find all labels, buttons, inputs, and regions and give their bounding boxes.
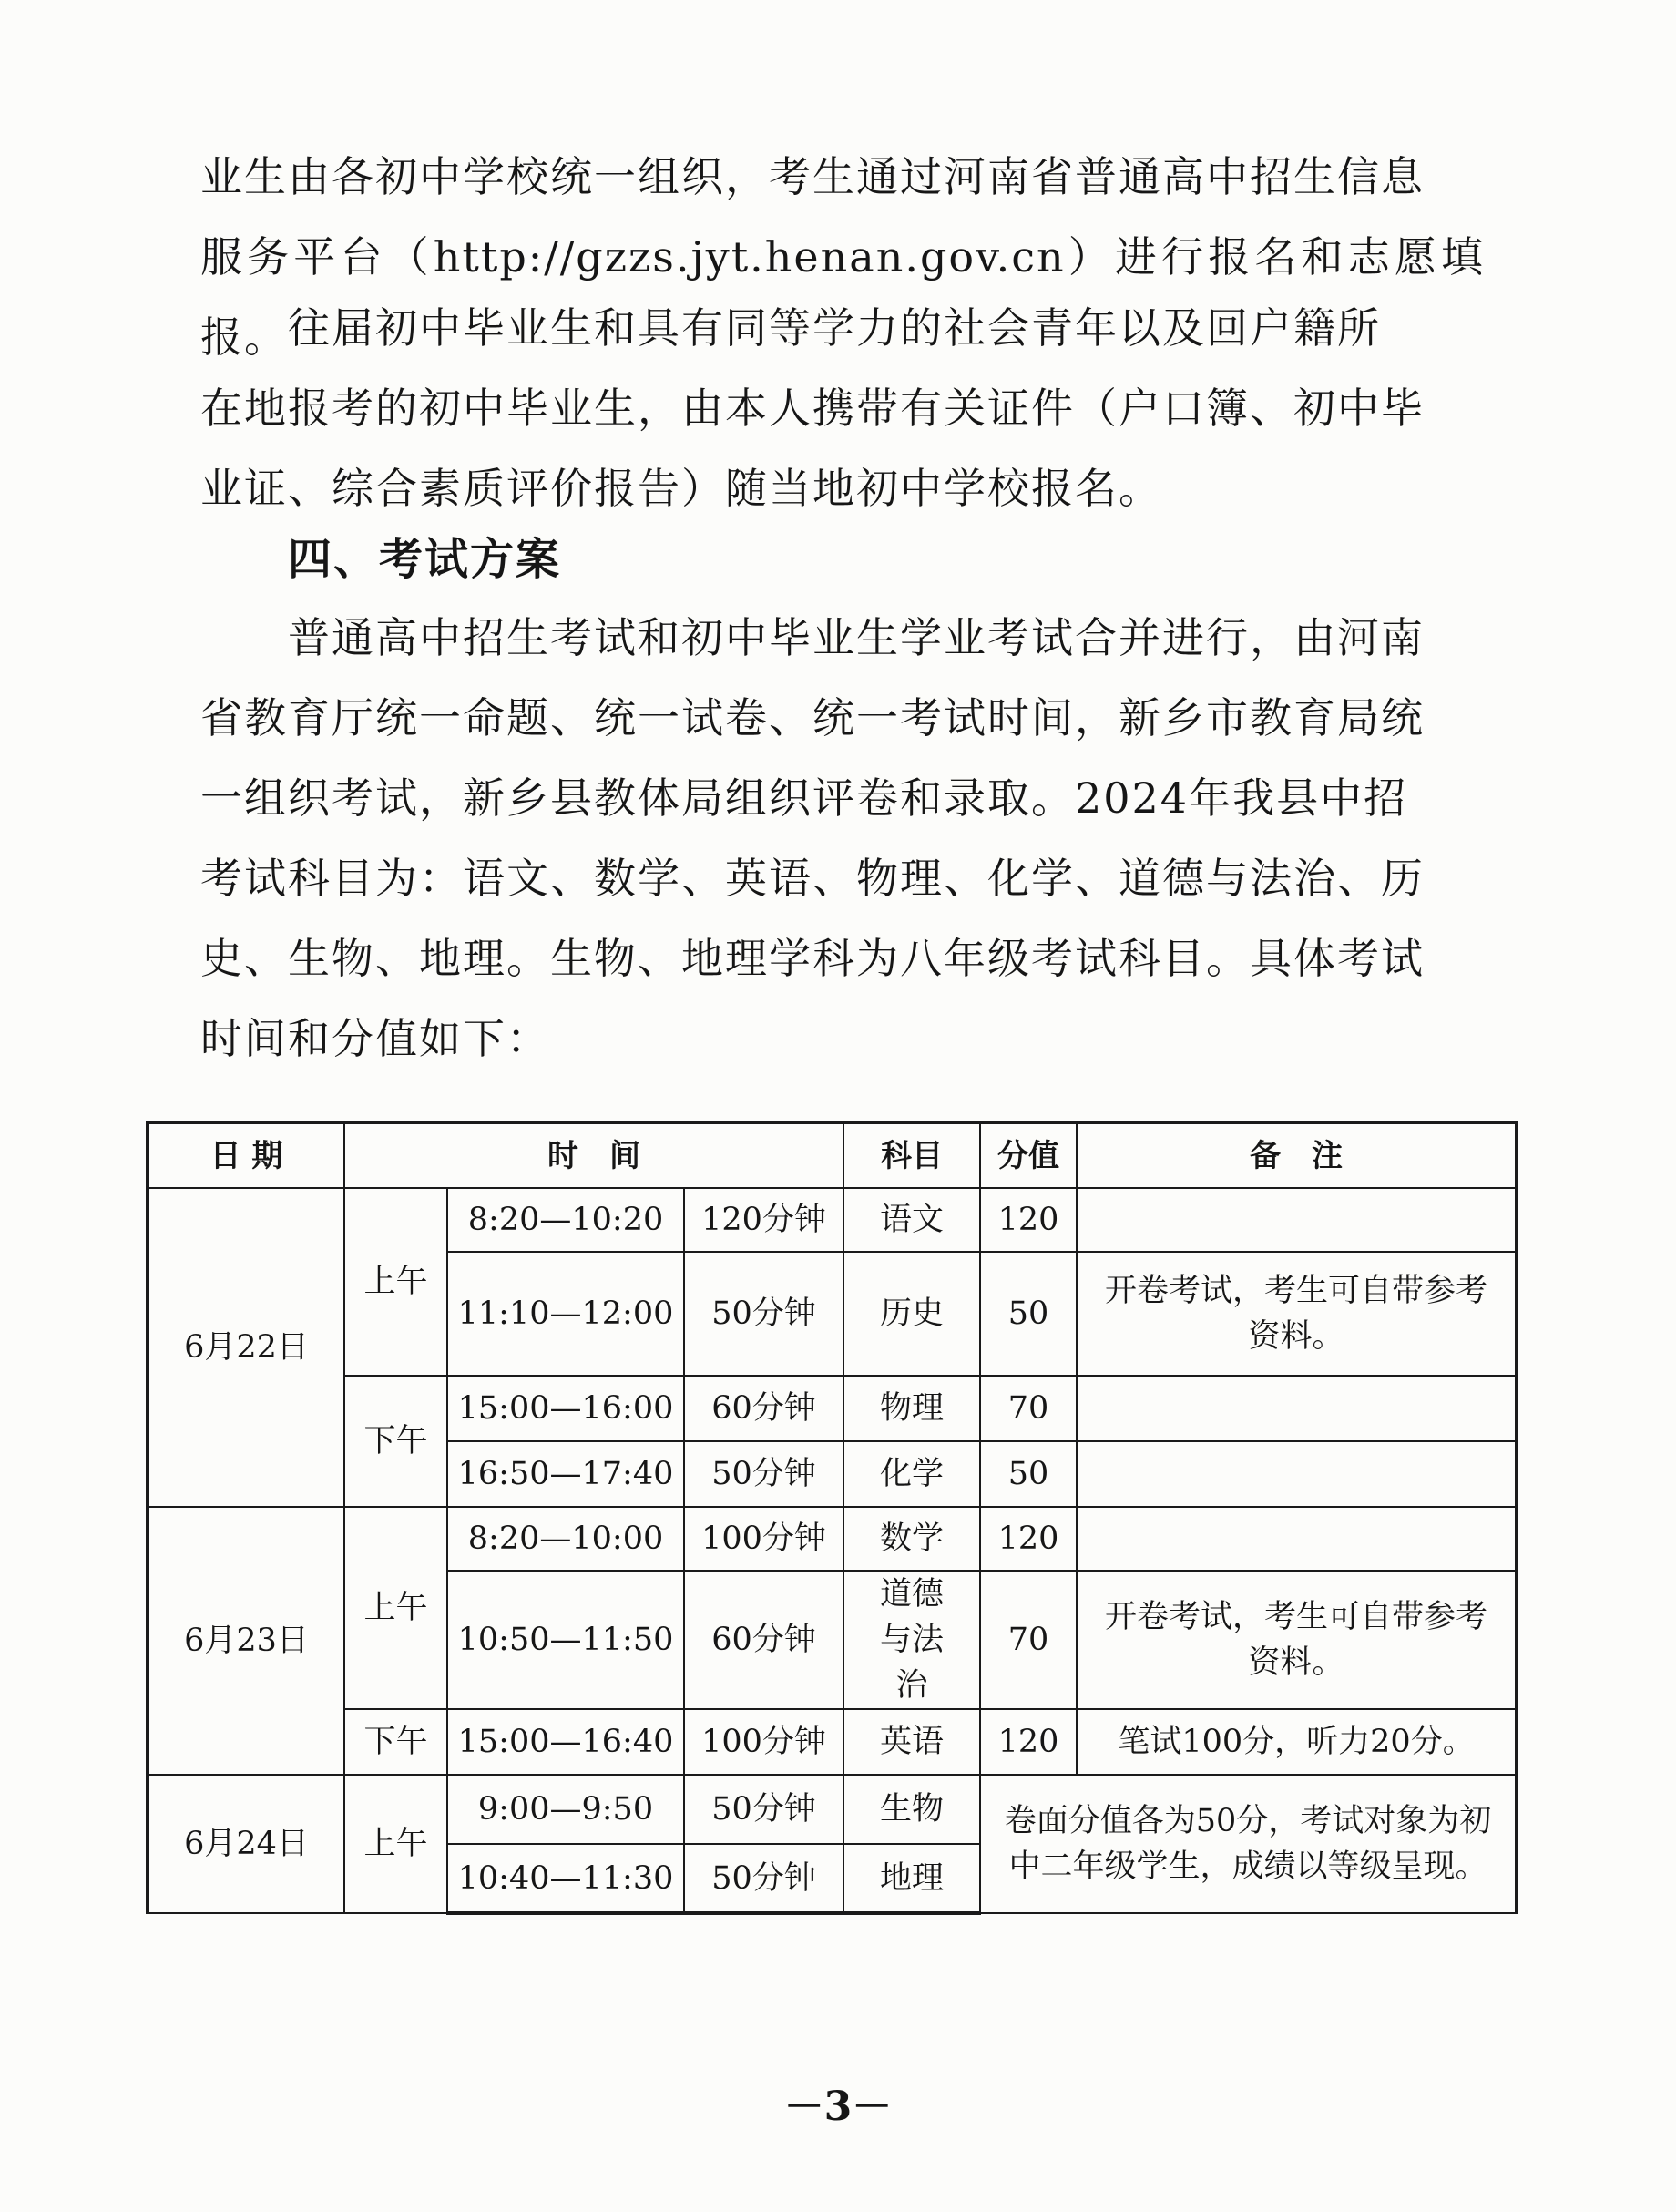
time-cell: 15:00—16:00 [447, 1376, 684, 1441]
date-cell: 6月23日 [148, 1507, 344, 1775]
score-cell: 50 [980, 1252, 1077, 1376]
header-time: 时 间 [344, 1122, 843, 1188]
period-cell: 下午 [344, 1709, 447, 1775]
period-cell: 下午 [344, 1376, 447, 1507]
duration-cell: 50分钟 [684, 1252, 843, 1376]
subject-cell [843, 1571, 980, 1709]
duration-cell: 100分钟 [684, 1507, 843, 1571]
subject-cell: 历史 [843, 1252, 980, 1376]
text-line: 业证、综合素质评价报告）随当地初中学校报名。 [200, 464, 1162, 513]
duration-cell: 50分钟 [684, 1441, 843, 1507]
score-cell: 120 [980, 1709, 1077, 1775]
note-cell: 卷面分值各为50分，考试对象为初中二年级学生，成绩以等级呈现。 [980, 1775, 1517, 1913]
text-line: 业生由各初中学校统一组织，考生通过河南省普通高中招生信息 [200, 152, 1425, 201]
score-cell: 70 [980, 1571, 1077, 1709]
table-row [148, 1188, 1517, 1252]
paragraph-past-graduates [200, 288, 1485, 528]
text-line: 往届初中毕业生和具有同等学力的社会青年以及回户籍所 [288, 303, 1381, 353]
date-cell: 6月22日 [148, 1188, 344, 1507]
score-cell: 120 [980, 1188, 1077, 1252]
text-line: 省教育厅统一命题、统一试卷、统一考试时间，新乡市教育局统 [200, 693, 1425, 742]
duration-cell: 120分钟 [684, 1188, 843, 1252]
note-cell: 开卷考试，考生可自带参考资料。 [1077, 1571, 1517, 1709]
time-cell: 8:20—10:20 [447, 1188, 684, 1252]
text-line: 服务平台（http://gzzs.jyt.henan.gov.cn）进行报名和志愿填报。 [200, 232, 1485, 362]
subject-label: 道德与法治 [880, 1576, 945, 1704]
note-cell [1077, 1376, 1517, 1441]
time-cell: 8:20—10:00 [447, 1507, 684, 1571]
paragraph-exam-plan [200, 598, 1485, 1079]
note-cell [1077, 1188, 1517, 1252]
duration-cell: 60分钟 [684, 1571, 843, 1709]
duration-cell: 50分钟 [684, 1844, 843, 1913]
subject-cell: 生物 [843, 1775, 980, 1844]
period-cell: 上午 [344, 1188, 447, 1376]
time-cell: 10:50—11:50 [447, 1571, 684, 1709]
date-cell: 6月24日 [148, 1775, 344, 1913]
header-date: 日 期 [148, 1122, 344, 1188]
subject-cell: 化学 [843, 1441, 980, 1507]
note-cell: 笔试100分，听力20分。 [1077, 1709, 1517, 1775]
score-cell: 70 [980, 1376, 1077, 1441]
subject-cell: 英语 [843, 1709, 980, 1775]
page-number: －3－ [783, 2084, 893, 2130]
subject-cell: 语文 [843, 1188, 980, 1252]
time-cell: 11:10—12:00 [447, 1252, 684, 1376]
period-cell: 上午 [344, 1507, 447, 1709]
table-row [148, 1709, 1517, 1775]
note-cell [1077, 1441, 1517, 1507]
time-cell: 10:40—11:30 [447, 1844, 684, 1913]
header-note: 备 注 [1077, 1122, 1517, 1188]
text-line: 考试科目为：语文、数学、英语、物理、化学、道德与法治、历 [200, 854, 1425, 903]
time-cell: 16:50—17:40 [447, 1441, 684, 1507]
section-heading: 四、考试方案 [288, 534, 562, 585]
table-row [148, 1507, 1517, 1571]
duration-cell: 60分钟 [684, 1376, 843, 1441]
header-score: 分值 [980, 1122, 1077, 1188]
text-line: 普通高中招生考试和初中毕业生学业考试合并进行，由河南 [288, 613, 1425, 662]
table-row [148, 1376, 1517, 1441]
text-line: 一组织考试，新乡县教体局组织评卷和录取。2024年我县中招 [200, 773, 1408, 823]
time-cell: 9:00—9:50 [447, 1775, 684, 1844]
score-cell: 50 [980, 1441, 1077, 1507]
text-line: 在地报考的初中毕业生，由本人携带有关证件（户口簿、初中毕 [200, 384, 1425, 433]
subject-cell: 物理 [843, 1376, 980, 1441]
table-row [148, 1775, 1517, 1844]
note-cell: 开卷考试，考生可自带参考资料。 [1077, 1252, 1517, 1376]
duration-cell: 50分钟 [684, 1775, 843, 1844]
period-cell: 上午 [344, 1775, 447, 1913]
duration-cell: 100分钟 [684, 1709, 843, 1775]
exam-schedule-table [146, 1121, 1518, 1915]
subject-cell: 数学 [843, 1507, 980, 1571]
time-cell: 15:00—16:40 [447, 1709, 684, 1775]
table-header-row [148, 1122, 1517, 1188]
note-cell [1077, 1507, 1517, 1571]
subject-cell: 地理 [843, 1844, 980, 1913]
score-cell: 120 [980, 1507, 1077, 1571]
text-line: 史、生物、地理。生物、地理学科为八年级考试科目。具体考试 [200, 934, 1425, 983]
header-subject: 科目 [843, 1122, 980, 1188]
text-line: 时间和分值如下： [200, 1014, 550, 1063]
